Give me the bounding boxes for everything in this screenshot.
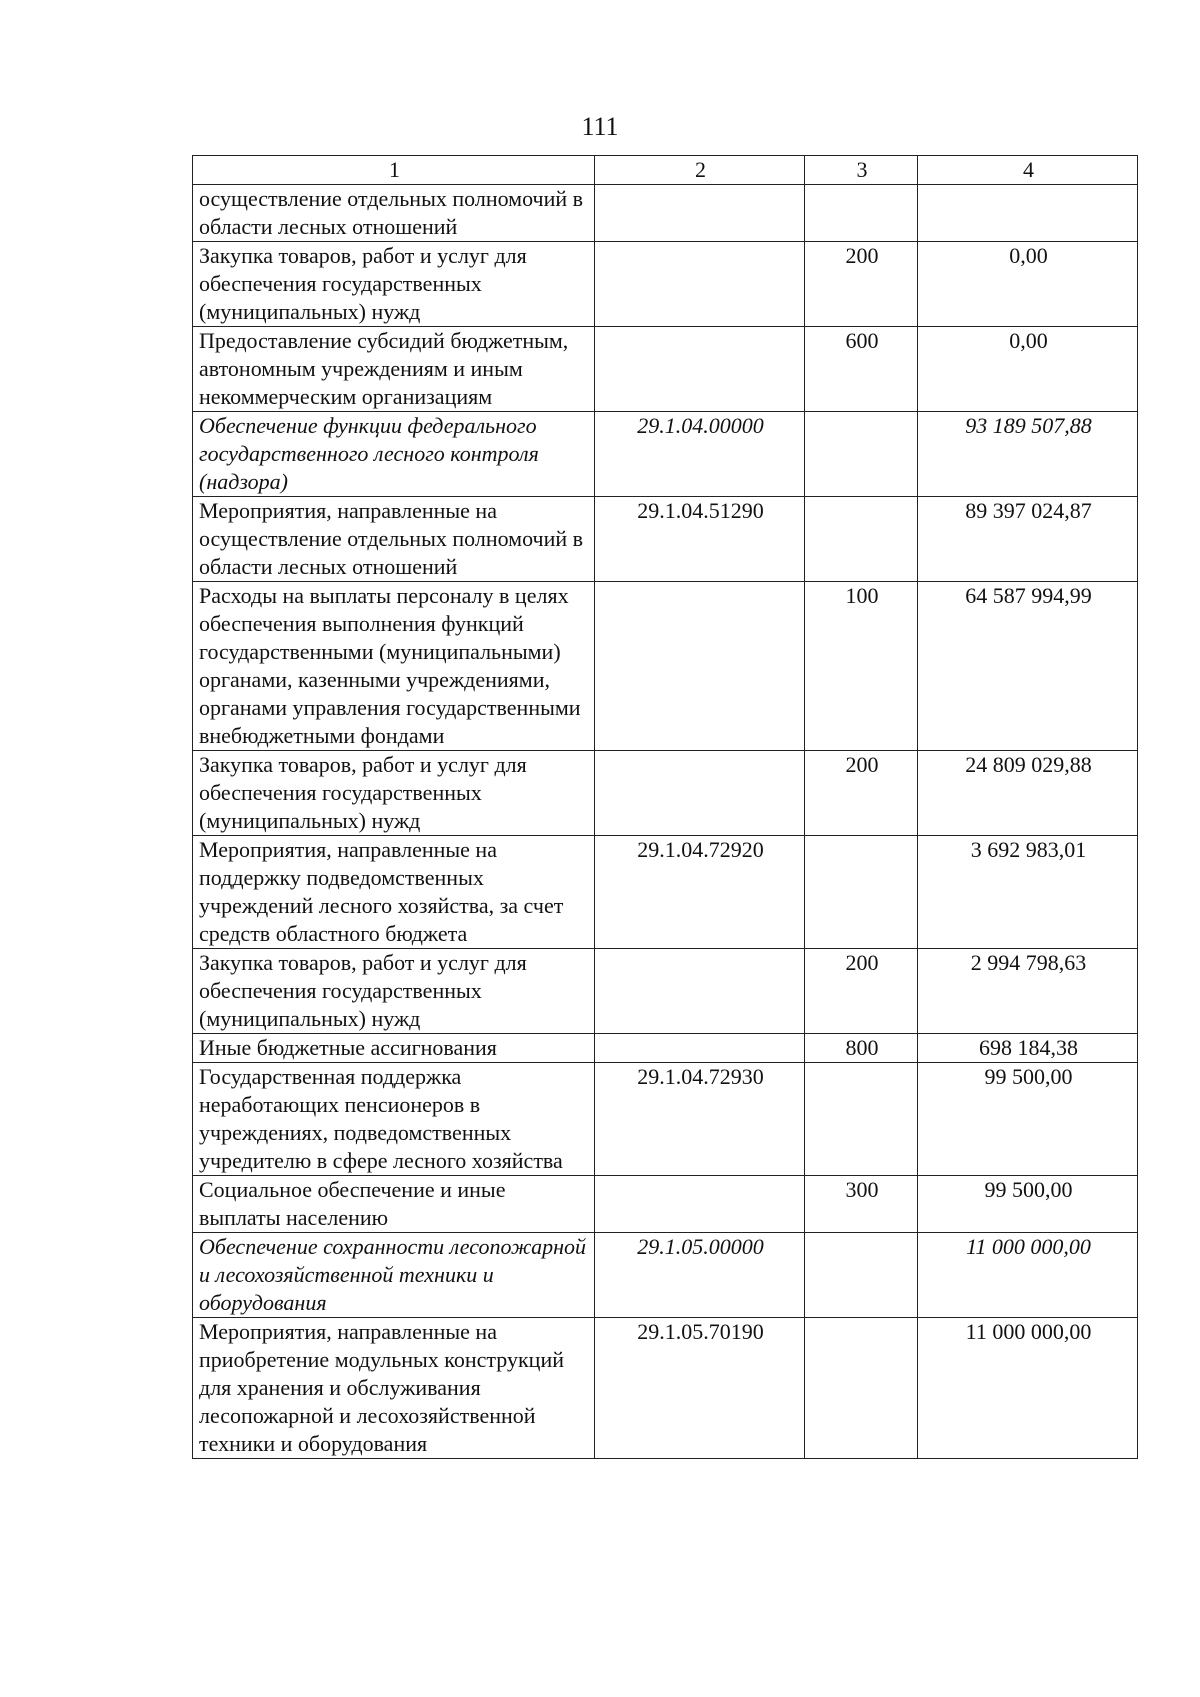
column-header-3: 3 (805, 156, 918, 185)
column-header-4: 4 (918, 156, 1138, 185)
row-name-cell: Расходы на выплаты персоналу в целях обеспечения выполнения функций государственными (муниципальными) органами, казенными учреждениями, органами управления государственными внебюджетными фондами (193, 582, 595, 751)
row-type-cell (805, 497, 918, 582)
table-row (193, 1318, 1138, 1459)
page-number: 111 (581, 112, 619, 141)
row-name-cell: Предоставление субсидий бюджетным, автономным учреждениям и иным некоммерческим организациям (193, 327, 595, 412)
table-row (193, 949, 1138, 1034)
row-code-cell (595, 327, 805, 412)
row-amount-cell: 11 000 000,00 (918, 1318, 1138, 1459)
row-name-cell: Иные бюджетные ассигнования (193, 1034, 595, 1063)
row-code-cell: 29.1.04.72920 (595, 836, 805, 949)
row-name-cell: Обеспечение функции федерального государственного лесного контроля (надзора) (193, 412, 595, 497)
row-code-cell (595, 185, 805, 242)
row-type-cell (805, 1063, 918, 1176)
row-type-cell: 300 (805, 1176, 918, 1233)
row-amount-cell: 3 692 983,01 (918, 836, 1138, 949)
row-code-cell (595, 242, 805, 327)
column-header-2: 2 (595, 156, 805, 185)
row-amount-cell: 698 184,38 (918, 1034, 1138, 1063)
row-name-cell: Государственная поддержка неработающих пенсионеров в учреждениях, подведомственных учредителю в сфере лесного хозяйства (193, 1063, 595, 1176)
table-row (193, 242, 1138, 327)
row-amount-cell: 0,00 (918, 242, 1138, 327)
table-row (193, 497, 1138, 582)
row-code-cell (595, 949, 805, 1034)
row-type-cell: 600 (805, 327, 918, 412)
row-amount-cell: 93 189 507,88 (918, 412, 1138, 497)
table-row (193, 327, 1138, 412)
row-name-cell: Мероприятия, направленные на осуществление отдельных полномочий в области лесных отношений (193, 497, 595, 582)
row-code-cell: 29.1.04.00000 (595, 412, 805, 497)
table-row (193, 1176, 1138, 1233)
row-code-cell: 29.1.04.72930 (595, 1063, 805, 1176)
table-row (193, 185, 1138, 242)
row-code-cell (595, 1176, 805, 1233)
row-amount-cell: 0,00 (918, 327, 1138, 412)
row-amount-cell (918, 185, 1138, 242)
row-type-cell (805, 1233, 918, 1318)
row-amount-cell: 2 994 798,63 (918, 949, 1138, 1034)
row-type-cell (805, 185, 918, 242)
row-type-cell: 200 (805, 751, 918, 836)
row-type-cell: 200 (805, 242, 918, 327)
table-row (193, 412, 1138, 497)
row-code-cell (595, 751, 805, 836)
table-row (193, 582, 1138, 751)
row-name-cell: Обеспечение сохранности лесопожарной и лесохозяйственной техники и оборудования (193, 1233, 595, 1318)
row-type-cell (805, 836, 918, 949)
table-body (193, 185, 1138, 1459)
row-type-cell (805, 1318, 918, 1459)
table-row (193, 1063, 1138, 1176)
row-type-cell: 200 (805, 949, 918, 1034)
row-code-cell: 29.1.04.51290 (595, 497, 805, 582)
row-amount-cell: 99 500,00 (918, 1063, 1138, 1176)
table-row (193, 751, 1138, 836)
column-header-1: 1 (193, 156, 595, 185)
row-code-cell (595, 582, 805, 751)
row-code-cell: 29.1.05.70190 (595, 1318, 805, 1459)
row-type-cell (805, 412, 918, 497)
row-name-cell: Мероприятия, направленные на приобретение модульных конструкций для хранения и обслуживания лесопожарной и лесохозяйственной техники и оборудования (193, 1318, 595, 1459)
row-type-cell: 100 (805, 582, 918, 751)
row-name-cell: Закупка товаров, работ и услуг для обеспечения государственных (муниципальных) нужд (193, 242, 595, 327)
table-row (193, 1233, 1138, 1318)
row-amount-cell: 24 809 029,88 (918, 751, 1138, 836)
table-header-row (193, 156, 1138, 185)
row-code-cell: 29.1.05.00000 (595, 1233, 805, 1318)
table-row (193, 836, 1138, 949)
table-row (193, 1034, 1138, 1063)
row-name-cell: осуществление отдельных полномочий в области лесных отношений (193, 185, 595, 242)
row-name-cell: Закупка товаров, работ и услуг для обеспечения государственных (муниципальных) нужд (193, 949, 595, 1034)
row-name-cell: Мероприятия, направленные на поддержку подведомственных учреждений лесного хозяйства, за счет средств областного бюджета (193, 836, 595, 949)
row-name-cell: Социальное обеспечение и иные выплаты населению (193, 1176, 595, 1233)
row-type-cell: 800 (805, 1034, 918, 1063)
row-amount-cell: 99 500,00 (918, 1176, 1138, 1233)
row-amount-cell: 64 587 994,99 (918, 582, 1138, 751)
budget-table (192, 155, 1138, 1459)
row-amount-cell: 11 000 000,00 (918, 1233, 1138, 1318)
row-code-cell (595, 1034, 805, 1063)
row-amount-cell: 89 397 024,87 (918, 497, 1138, 582)
row-name-cell: Закупка товаров, работ и услуг для обеспечения государственных (муниципальных) нужд (193, 751, 595, 836)
